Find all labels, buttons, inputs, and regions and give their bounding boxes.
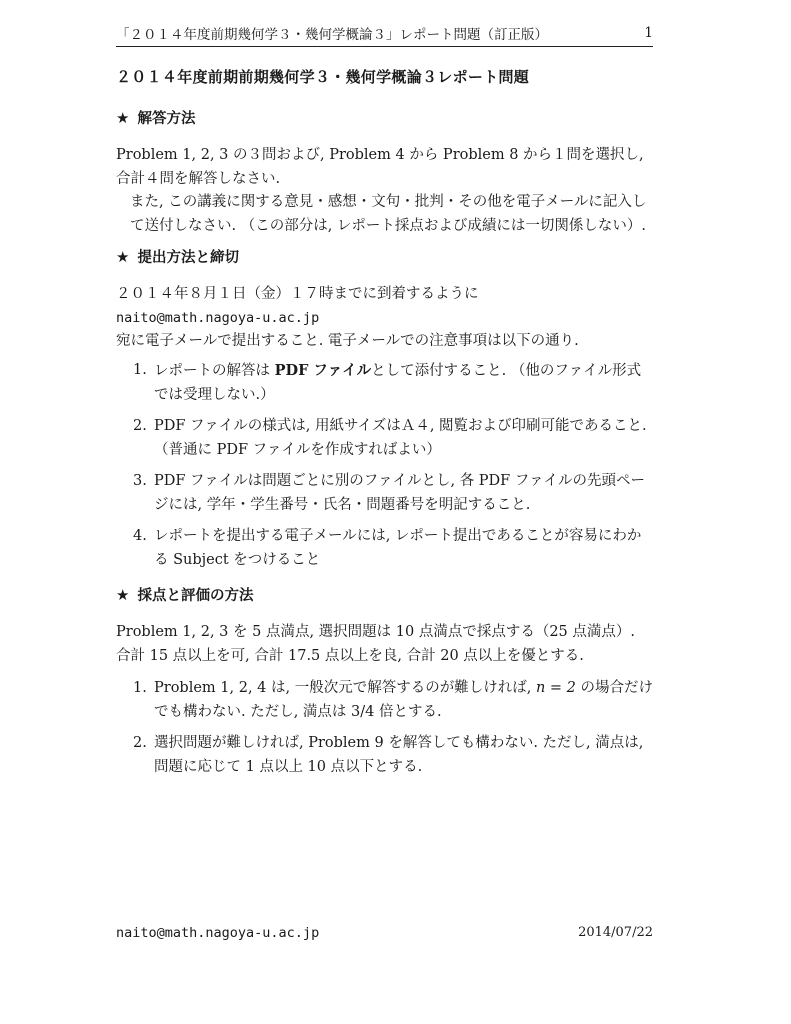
section-title: 解答方法 xyxy=(137,111,196,127)
item-number: 2. xyxy=(133,418,147,434)
item-number: 1. xyxy=(133,680,147,696)
item-text-cont: として添付すること. （他のファイル形式では受理しない.） xyxy=(154,363,642,403)
answer-instruction: Problem 1, 2, 3 の３問および, Problem 4 から Problem 8 から１問を選択し, 合計４問を解答しなさい. xyxy=(116,147,644,187)
page-footer xyxy=(116,925,653,941)
item-bold-text: PDF ファイル xyxy=(274,362,372,379)
item-text: 選択問題が難しければ, Problem 9 を解答しても構わない. ただし, 満点は, 問題に応じて 1 点以上 10 点以下とする. xyxy=(154,735,644,775)
item-text: Problem 1, 2, 4 は, 一般次元で解答するのが難しければ, xyxy=(154,680,536,696)
star-icon: ★ xyxy=(116,585,130,604)
deadline-text: ２０１４年８月１日（金）１７時までに到着するように xyxy=(116,286,479,302)
star-icon: ★ xyxy=(116,108,130,127)
section-heading-grading xyxy=(116,584,253,605)
submission-note: 宛に電子メールで提出すること. 電子メールでの注意事項は以下の通り. xyxy=(116,333,579,349)
item-number: 1. xyxy=(133,362,147,378)
item-number: 2. xyxy=(133,735,147,751)
list-item xyxy=(116,525,653,572)
header-title: 「２０１４年度前期幾何学３・幾何学概論３」レポート問題（訂正版） xyxy=(116,27,548,43)
list-item xyxy=(116,677,653,724)
item-text: レポートの解答は xyxy=(154,363,275,379)
running-header xyxy=(116,22,653,44)
section-heading-submit xyxy=(116,246,239,267)
answer-paragraph xyxy=(116,144,653,238)
feedback-instruction: また, この講義に関する意見・感想・文句・批判・その他を電子メールに記入して送付しなさい. （この部分は, レポート採点および成績には一切関係しない）. xyxy=(130,194,647,234)
submit-paragraph xyxy=(116,283,653,354)
item-text-cont: の場合だけでも構わない. ただし, 満点は 3/4 倍とする. xyxy=(154,680,653,720)
grading-paragraph xyxy=(116,621,653,668)
grading-text: Problem 1, 2, 3 を 5 点満点, 選択問題は 10 点満点で採点する（25 点満点）. 合計 15 点以上を可, 合計 17.5 点以上を良, 合計 20 点以上を優とする. xyxy=(116,624,635,664)
list-item xyxy=(116,470,653,517)
item-text: PDF ファイルは問題ごとに別のファイルとし, 各 PDF ファイルの先頭ページには, 学年・学生番号・氏名・問題番号を明記すること. xyxy=(154,473,646,513)
section-title: 採点と評価の方法 xyxy=(137,588,254,604)
math-expression: n = 2 xyxy=(535,680,576,696)
footer-date: 2014/07/22 xyxy=(578,925,653,940)
section-title: 提出方法と締切 xyxy=(137,250,239,266)
list-item xyxy=(116,359,653,407)
grading-notes-list xyxy=(116,677,653,779)
star-icon: ★ xyxy=(116,247,130,266)
footer-email: naito@math.nagoya-u.ac.jp xyxy=(116,925,320,941)
item-text: レポートを提出する電子メールには, レポート提出であることが容易にわかる Subject をつけること xyxy=(154,528,642,568)
item-number: 4. xyxy=(133,528,147,544)
submission-rules-list xyxy=(116,359,653,572)
list-item xyxy=(116,732,653,779)
list-item xyxy=(116,415,653,462)
page-number: 1 xyxy=(644,25,653,41)
document-title: ２０１４年度前期前期幾何学３・幾何学概論３レポート問題 xyxy=(116,68,530,86)
item-text: PDF ファイルの様式は, 用紙サイズはＡ４, 閲覧および印刷可能であること. （普通に PDF ファイルを作成すればよい） xyxy=(154,418,647,458)
item-number: 3. xyxy=(133,473,147,489)
submission-email[interactable]: naito@math.nagoya-u.ac.jp xyxy=(116,309,320,326)
header-rule xyxy=(116,46,653,47)
section-heading-answer xyxy=(116,107,195,128)
